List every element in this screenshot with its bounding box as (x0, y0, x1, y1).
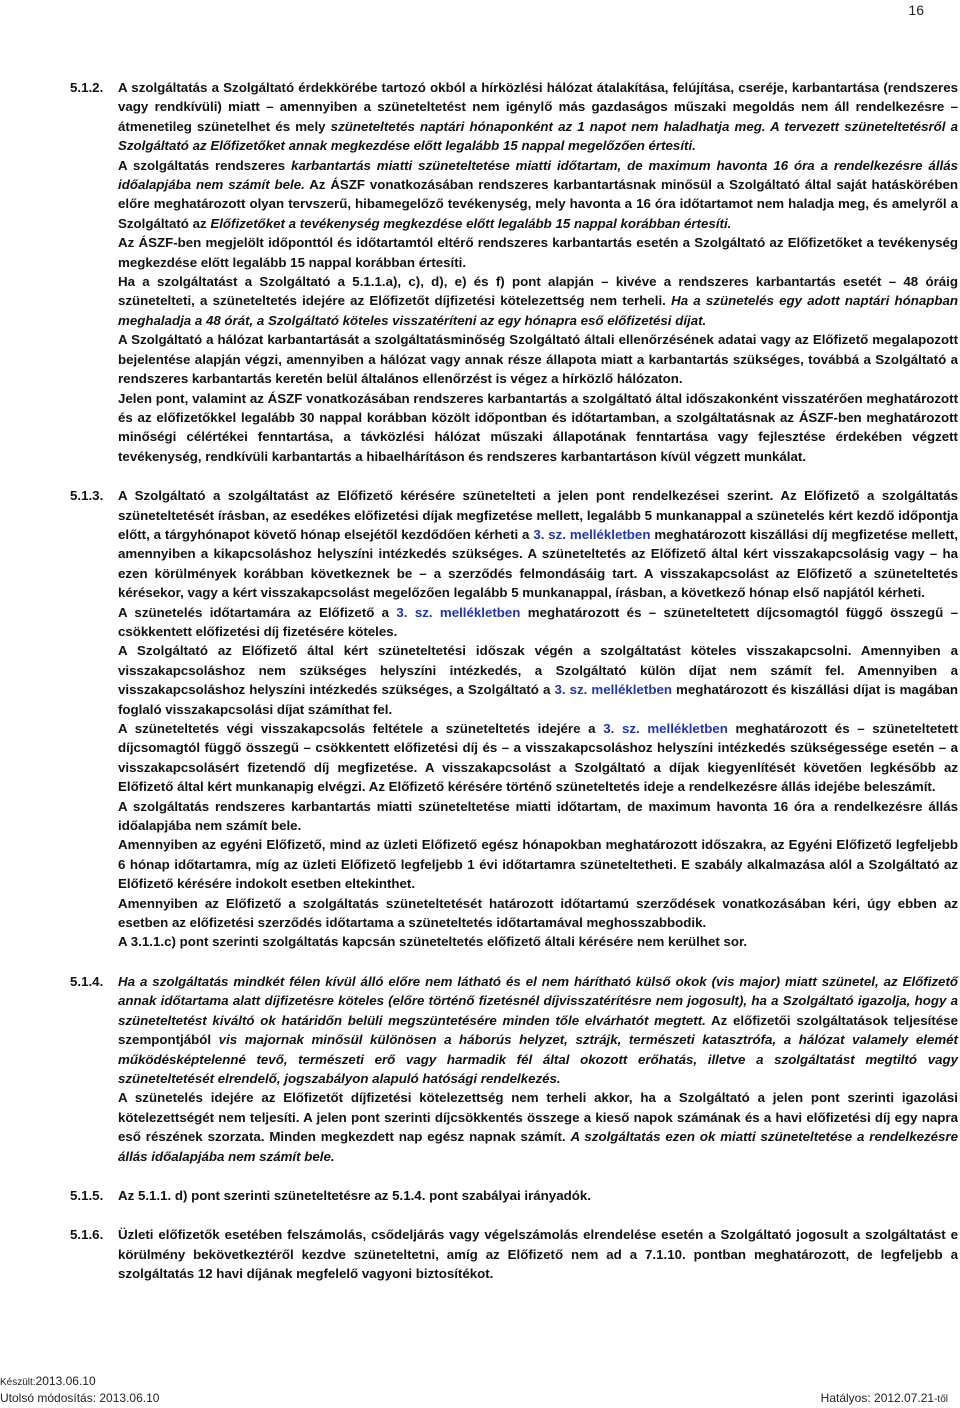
paragraph: Ha a szolgáltatást a Szolgáltató a 5.1.1.a), c), d), e) és f) pont alapján – kivéve a rendszeres karbantartás esetét – 48 óráig szünetelteti, a szüneteltetés idejére az Előfizetőt díjfizetési kötelezettség nem terheli. Ha a szünetelés egy adott naptári hónapban meghaladja a 48 órát, a Szolgáltató köteles visszatéríteni az egy hónapra eső előfizetési díjat. (118, 274, 958, 328)
section-5-1-6 (70, 1225, 958, 1283)
paragraph: Az 5.1.1. d) pont szerinti szüneteltetésre az 5.1.4. pont szabályai irányadók. (118, 1187, 591, 1203)
annex-3-link[interactable]: 3. sz. mellékletben (603, 721, 728, 736)
section-body (118, 78, 958, 466)
annex-3-link[interactable]: 3. sz. mellékletben (396, 604, 521, 620)
section-5-1-3 (70, 486, 958, 952)
section-number: 5.1.4. (70, 973, 104, 989)
paragraph: A szolgáltatás rendszeres karbantartás miatti szüneteltetése miatti időtartam, de maximum havonta 16 óra a rendelkezésre állás időalapjába nem számít bele. Az ÁSZF vonatkozásában rendszeres karbantartásnak minősül a Szolgáltató által saját hatáskörében előre meghatározott olyan tervszerű, hibamegelőző tevékenység, mely havonta a 16 óra időtartamot nem haladja meg, és amelyről a Szolgáltató az Előfizetőket a tevékenység megkezdése előtt legalább 15 nappal korábban értesíti. (118, 157, 958, 231)
document-body (70, 78, 958, 1284)
paragraph: Jelen pont, valamint az ÁSZF vonatkozásában rendszeres karbantartás a szolgáltató által időszakonként visszatérően meghatározott és az előfizetőkkel legalább 30 nappal korábban közölt időpontban és időtartamban, a szolgáltatásnak az ÁSZF-ben meghatározott minőségi célértékei fenntartása, a távközlési hálózat műszaki állapotának fenntartása vagy fejlesztése érdekében végzett tevékenység, rendkívüli karbantartás a hibaelhárításon és rendszeres karbantartáson kívül végzett munkálat. (118, 390, 958, 464)
section-5-1-2 (70, 78, 958, 466)
paragraph: Az ÁSZF-ben megjelölt időponttól és időtartamtól eltérő rendszeres karbantartás esetén a Szolgáltató az Előfizetőket a tevékenység megkezdése előtt legalább 15 nappal korábban értesíti. (118, 235, 958, 270)
paragraph: Üzleti előfizetők esetében felszámolás, csődeljárás vagy végelszámolás elrendelése esetén a Szolgáltató jogosult a szolgáltatást e körülmény bekövetkeztéről kezdve szüneteltetni, amíg az Előfizető nem ad a 7.1.10. pontban meghatározott, de legfeljebb a szolgáltatás 12 havi díjának megfelelő vagyoni biztosítékot. (118, 1227, 958, 1282)
paragraph: A szünetelés idejére az Előfizetőt díjfizetési kötelezettség nem terheli akkor, ha a Szolgáltató a jelen pont szerinti igazolási kötelezettségét nem teljesíti. A jelen pont szerinti díjcsökkentés összege a kieső napok számának és a havi előfizetési díj egy napra eső részének szorzata. Minden megkezdett nap egész napnak számít. A szolgáltatás ezen ok miatti szüneteltetése a rendelkezésre állás időalapjába nem számít bele. (118, 1090, 958, 1164)
section-body (118, 1225, 958, 1283)
paragraph: Amennyiben az egyéni Előfizető, mind az üzleti Előfizető egész hónapokban meghatározott időszakra, az Egyéni Előfizető legfeljebb 6 hónap időtartamra, míg az üzleti Előfizető legfeljebb 1 évi időtartamra szüneteltetheti. E szabály alkalmazása alól a Szolgáltató az Előfizető kérésére indokolt esetben eltekinthet. (118, 837, 958, 892)
paragraph: A Szolgáltató az Előfizető által kért szüneteltetési időszak végén a szolgáltatást köteles visszakapcsolni. Amennyiben a visszakapcsoláshoz nem szükséges helyszíni intézkedés, a Szolgáltató külön díjat nem számít fel. Amennyiben a visszakapcsoláshoz helyszíni intézkedés szükséges, a Szolgáltató a 3. sz. mellékletben meghatározott és kiszállási díjat is magában foglaló visszakapcsolási díjat számíthat fel. (118, 643, 958, 717)
section-number: 5.1.2. (70, 80, 104, 95)
paragraph: A Szolgáltató a hálózat karbantartását a szolgáltatásminőség Szolgáltató általi ellenőrzésének adatai vagy az Előfizető megalapozott bejelentése alapján végzi, amennyiben a hálózat vagy annak része állapota miatt a karbantartás szükséges, továbbá a Szolgáltató a rendszeres karbantartás keretén belül általános ellenőrzést is végez a hírközlő hálózaton. (118, 332, 958, 387)
modified-date: Utolsó módosítás: 2013.06.10 (0, 1391, 160, 1405)
paragraph: A Szolgáltató a szolgáltatást az Előfizető kérésére szünetelteti a jelen pont rendelkezései szerint. Az Előfizető a szolgáltatás szüneteltetését írásban, az esedékes előfizetési díjak megfizetése mellett, legalább 5 munkanappal a szünetelés kért kezdő időpontja előtt, a tárgyhónapot követő hónap elsejétől kezdődően kérheti a 3. sz. mellékletben meghatározott kiszállási díj megfizetése mellett, amennyiben a kikapcsoláshoz helyszíni intézkedés szükséges. A szüneteltetés az Előfizető által kért visszakapcsolásig vagy – ha ezen körülmények korábban következnek be – a szerződés felmondásáig tart. A visszakapcsolást az Előfizető a szüneteltetés kérésekor, vagy a kért visszakapcsolást megelőzően legalább 5 munkanappal, írásban, a következő hónap első napjától kérheti. (118, 488, 958, 601)
created-date: Készült:2013.06.10 (0, 1374, 96, 1388)
effective-date: Hatályos: 2012.07.21-től (820, 1391, 948, 1405)
paragraph: Amennyiben az Előfizető a szolgáltatás szüneteltetését határozott időtartamú szerződések vonatkozásában kéri, úgy ebben az esetben az előfizetési szerződés időtartama a szüneteltetés időtartamával meghosszabbodik. (118, 895, 958, 931)
section-body (118, 972, 958, 1166)
paragraph: Ha a szolgáltatás mindkét félen kívül álló előre nem látható és el nem hárítható külső okok (vis major) miatt szünetel, az Előfizető annak időtartama alatt díjfizetésre köteles (előre történő fizetésnél díjvisszatérítésre nem jogosult), ha a Szolgáltató igazolja, hogy a szüneteltetést kiváltó ok határidőn belüli megszüntetésére minden tőle elvárhatót megtett. Az előfizetői szolgáltatások teljesítése szempontjából vis majornak minősül különösen a háborús helyzet, sztrájk, természeti katasztrófa, a hálózat valamely elemét működésképtelenné tevő, természeti erő vagy harmadik fél által okozott erőhatás, illetve a szolgáltatást megtiltó vagy szüneteltetését elrendelő, jogszabályon alapuló hatósági rendelkezés. (118, 973, 958, 1086)
section-number: 5.1.3. (70, 488, 104, 504)
section-number: 5.1.5. (70, 1187, 104, 1203)
annex-3-link[interactable]: 3. sz. mellékletben (554, 682, 672, 698)
paragraph: A 3.1.1.c) pont szerinti szolgáltatás kapcsán szüneteltetés előfizető általi kérésére nem kerülhet sor. (118, 934, 748, 950)
section-number: 5.1.6. (70, 1227, 104, 1243)
paragraph: A szolgáltatás a Szolgáltató érdekkörébe tartozó okból a hírközlési hálózat átalakítása, felújítása, cseréje, karbantartása (rendszeres vagy rendkívüli) miatt – amennyiben a szüneteltetést nem igénylő más gazdaságos műszaki megoldás nem áll rendelkezésre – átmenetileg szünetelhet és mely szüneteltetés naptári hónaponként az 1 napot nem haladhatja meg. A tervezett szüneteltetésről a Szolgáltató az Előfizetőket annak megkezdése előtt legalább 15 nappal megelőzően értesíti. (118, 80, 958, 154)
annex-3-link[interactable]: 3. sz. mellékletben (533, 526, 651, 542)
page-number: 16 (908, 2, 924, 18)
paragraph: A szüneteltetés végi visszakapcsolás feltétele a szüneteltetés idejére a 3. sz. mellékletben meghatározott és – szüneteltetett díjcsomagtól függő összegű – csökkentett előfizetési díj és – a visszakapcsoláshoz helyszíni intézkedés szükségessége esetén – a visszakapcsolásért fizetendő díj megfizetése. A visszakapcsolást a Szolgáltató a díjak kiegyenlítését követően legkésőbb az Előfizető által kért munkanapig elvégzi. Az Előfizető kérésére történő szüneteltetés ideje a rendelkezésre állás idejébe beleszámít. (118, 721, 958, 795)
paragraph: A szünetelés időtartamára az Előfizető a 3. sz. mellékletben meghatározott és – szüneteltetett díjcsomagtól függő összegű – csökkentett előfizetési díj fizetésére köteles. (118, 604, 958, 639)
section-5-1-4 (70, 972, 958, 1166)
section-body (118, 486, 958, 952)
section-body (118, 1186, 958, 1205)
paragraph: A szolgáltatás rendszeres karbantartás miatti szüneteltetése miatti időtartam, de maximum havonta 16 óra a rendelkezésre állás időalapjába nem számít bele. (118, 798, 958, 834)
section-5-1-5 (70, 1186, 958, 1205)
